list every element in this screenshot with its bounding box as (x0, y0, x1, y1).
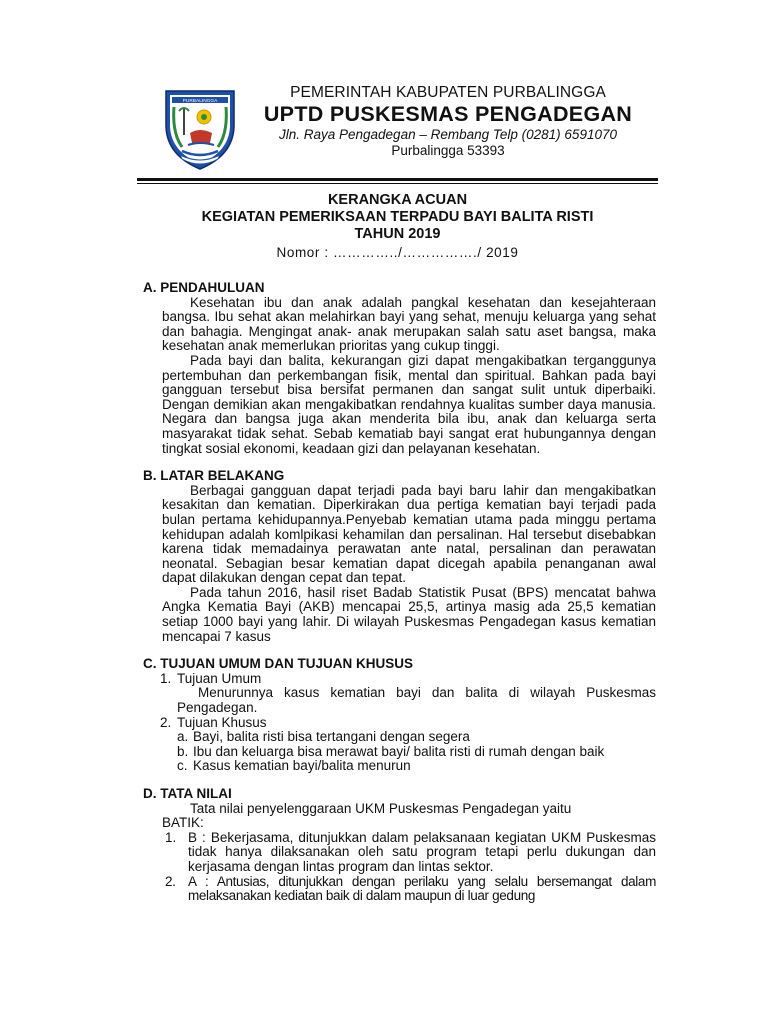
section-heading-b: B. LATAR BELAKANG (143, 468, 285, 484)
unit-name: UPTD PUSKESMAS PENGADEGAN (263, 102, 633, 126)
list-item (143, 672, 656, 687)
list-item (143, 875, 656, 904)
document-number: Nomor : …………../……………./ 2019 (276, 245, 519, 260)
list-number: 1. (160, 670, 172, 686)
list-number: 2. (160, 714, 172, 730)
document-title (137, 192, 658, 261)
paragraph: Tata nilai penyelenggaraan UKM Puskesmas Pengadegan yaitu (190, 800, 572, 816)
list-item-text: B : Bekerjasama, ditunjukkan dalam pelaksanaan kegiatan UKM Puskesmas tidak hanya dilaksanakan oleh satu program tetapi perlu dukungan dan kerjasama dengan lintas program dan lintas sektor. (188, 829, 656, 874)
list-item-text: Menurunnya kasus kematian bayi dan balita di wilayah Puskesmas Pengadegan. (177, 685, 656, 716)
list-letter: c. (177, 758, 188, 774)
emblem-lettering: PURBALINGGA (182, 99, 218, 104)
government-name: PEMERINTAH KABUPATEN PURBALINGGA (290, 84, 606, 101)
section-heading-a: A. PENDAHULUAN (143, 280, 265, 295)
city-postcode: Purbalingga 53393 (391, 143, 505, 158)
list-item (143, 831, 656, 875)
list-item-text: Kasus kematian bayi/balita menurun (193, 758, 411, 774)
list-letter: a. (177, 729, 189, 745)
list-label: Tujuan Khusus (177, 714, 267, 730)
section-heading-d: D. TATA NILAI (143, 786, 232, 801)
list-number: 1. (165, 829, 177, 845)
paragraph: Kesehatan ibu dan anak adalah pangkal kesehatan dan kesejahteraan bangsa. Ibu sehat akan melahirkan bayi yang sehat, menuju keluarga yang sehat dan bahagia. Mengingat anak- anak merupakan salah satu aset bangsa, maka kesehatan anak memerlukan prioritas yang cukup tinggi. (162, 294, 656, 354)
list-item-text: Ibu dan keluarga bisa merawat bayi/ balita risti di rumah dengan baik (193, 743, 605, 759)
list-item (143, 716, 656, 731)
regency-emblem-icon (160, 83, 240, 171)
list-item-text: Bayi, balita risti bisa tertangani dengan segera (193, 729, 470, 745)
letterhead-rule-thin (137, 183, 658, 184)
list-item (143, 730, 656, 745)
title-line-2: KEGIATAN PEMERIKSAAN TERPADU BAYI BALITA RISTI (201, 209, 594, 225)
list-letter: b. (177, 743, 189, 759)
paragraph-continuation: BATIK: (162, 815, 204, 831)
paragraph: Pada tahun 2016, hasil riset Badab Statistik Pusat (BPS) mencatat bahwa Angka Kematia Bayi (AKB) mencapai 25,5, artinya masig ada 25,5 kematian setiap 1000 bayi yang lahir. Di wilayah Puskesmas Pengadegan kasus kematian mencapai 7 kasus (162, 584, 656, 644)
list-item (143, 745, 656, 760)
title-line-3: TAHUN 2019 (354, 226, 441, 242)
list-number: 2. (165, 873, 176, 889)
list-item-text: A : Antusias, ditunjukkan dengan perilaku yang selalu bersemangat dalam melaksanakan kediatan baik di dalam maupun di luar gedung (188, 873, 656, 904)
list-label: Tujuan Umum (177, 670, 262, 686)
paragraph: Pada bayi dan balita, kekurangan gizi dapat mengakibatkan terganggunya pertembuhan dan perkembangan fisik, mental dan spiritual. Bahkan pada bayi gangguan tersebut bisa bersifat permanen dan sangat sulit untuk diperbaiki. Dengan demikian akan mengakibatkan rendahnya kualitas sumber daya manusia. Negara dan bangsa juga akan menderita bila ibu, anak dan keluarga serta masyarakat tidak sehat. Sebab kematiab bayi sangat erat hubungannya dengan tingkat sosial ekonomi, keadaan gizi dan pelayanan kesehatan. (162, 352, 656, 456)
title-line-1: KERANGKA ACUAN (327, 192, 468, 208)
paragraph: Berbagai gangguan dapat terjadi pada bayi baru lahir dan mengakibatkan kesakitan dan kematian. Diperkirakan dua pertiga kematian bayi terjadi pada bulan pertama kehidupannya.Penyebab kematian utama pada minggu pertama kehidupan adalah komlpikasi kehamilan dan persalinan. Hal tersebut disebabkan karena tidak memadainya perawatan ante natal, persalinan dan perawatan neonatal. Sebagian besar kematian dapat dicegah apabila penanganan awal dapat dilakukan dengan cepat dan tepat. (162, 482, 656, 586)
letterhead (248, 84, 648, 159)
list-item (143, 759, 656, 774)
letterhead-rule (137, 178, 658, 181)
document-body (143, 281, 656, 904)
address: Jln. Raya Pengadegan – Rembang Telp (0281) 6591070 (278, 127, 617, 142)
section-heading-c: C. TUJUAN UMUM DAN TUJUAN KHUSUS (143, 656, 413, 672)
